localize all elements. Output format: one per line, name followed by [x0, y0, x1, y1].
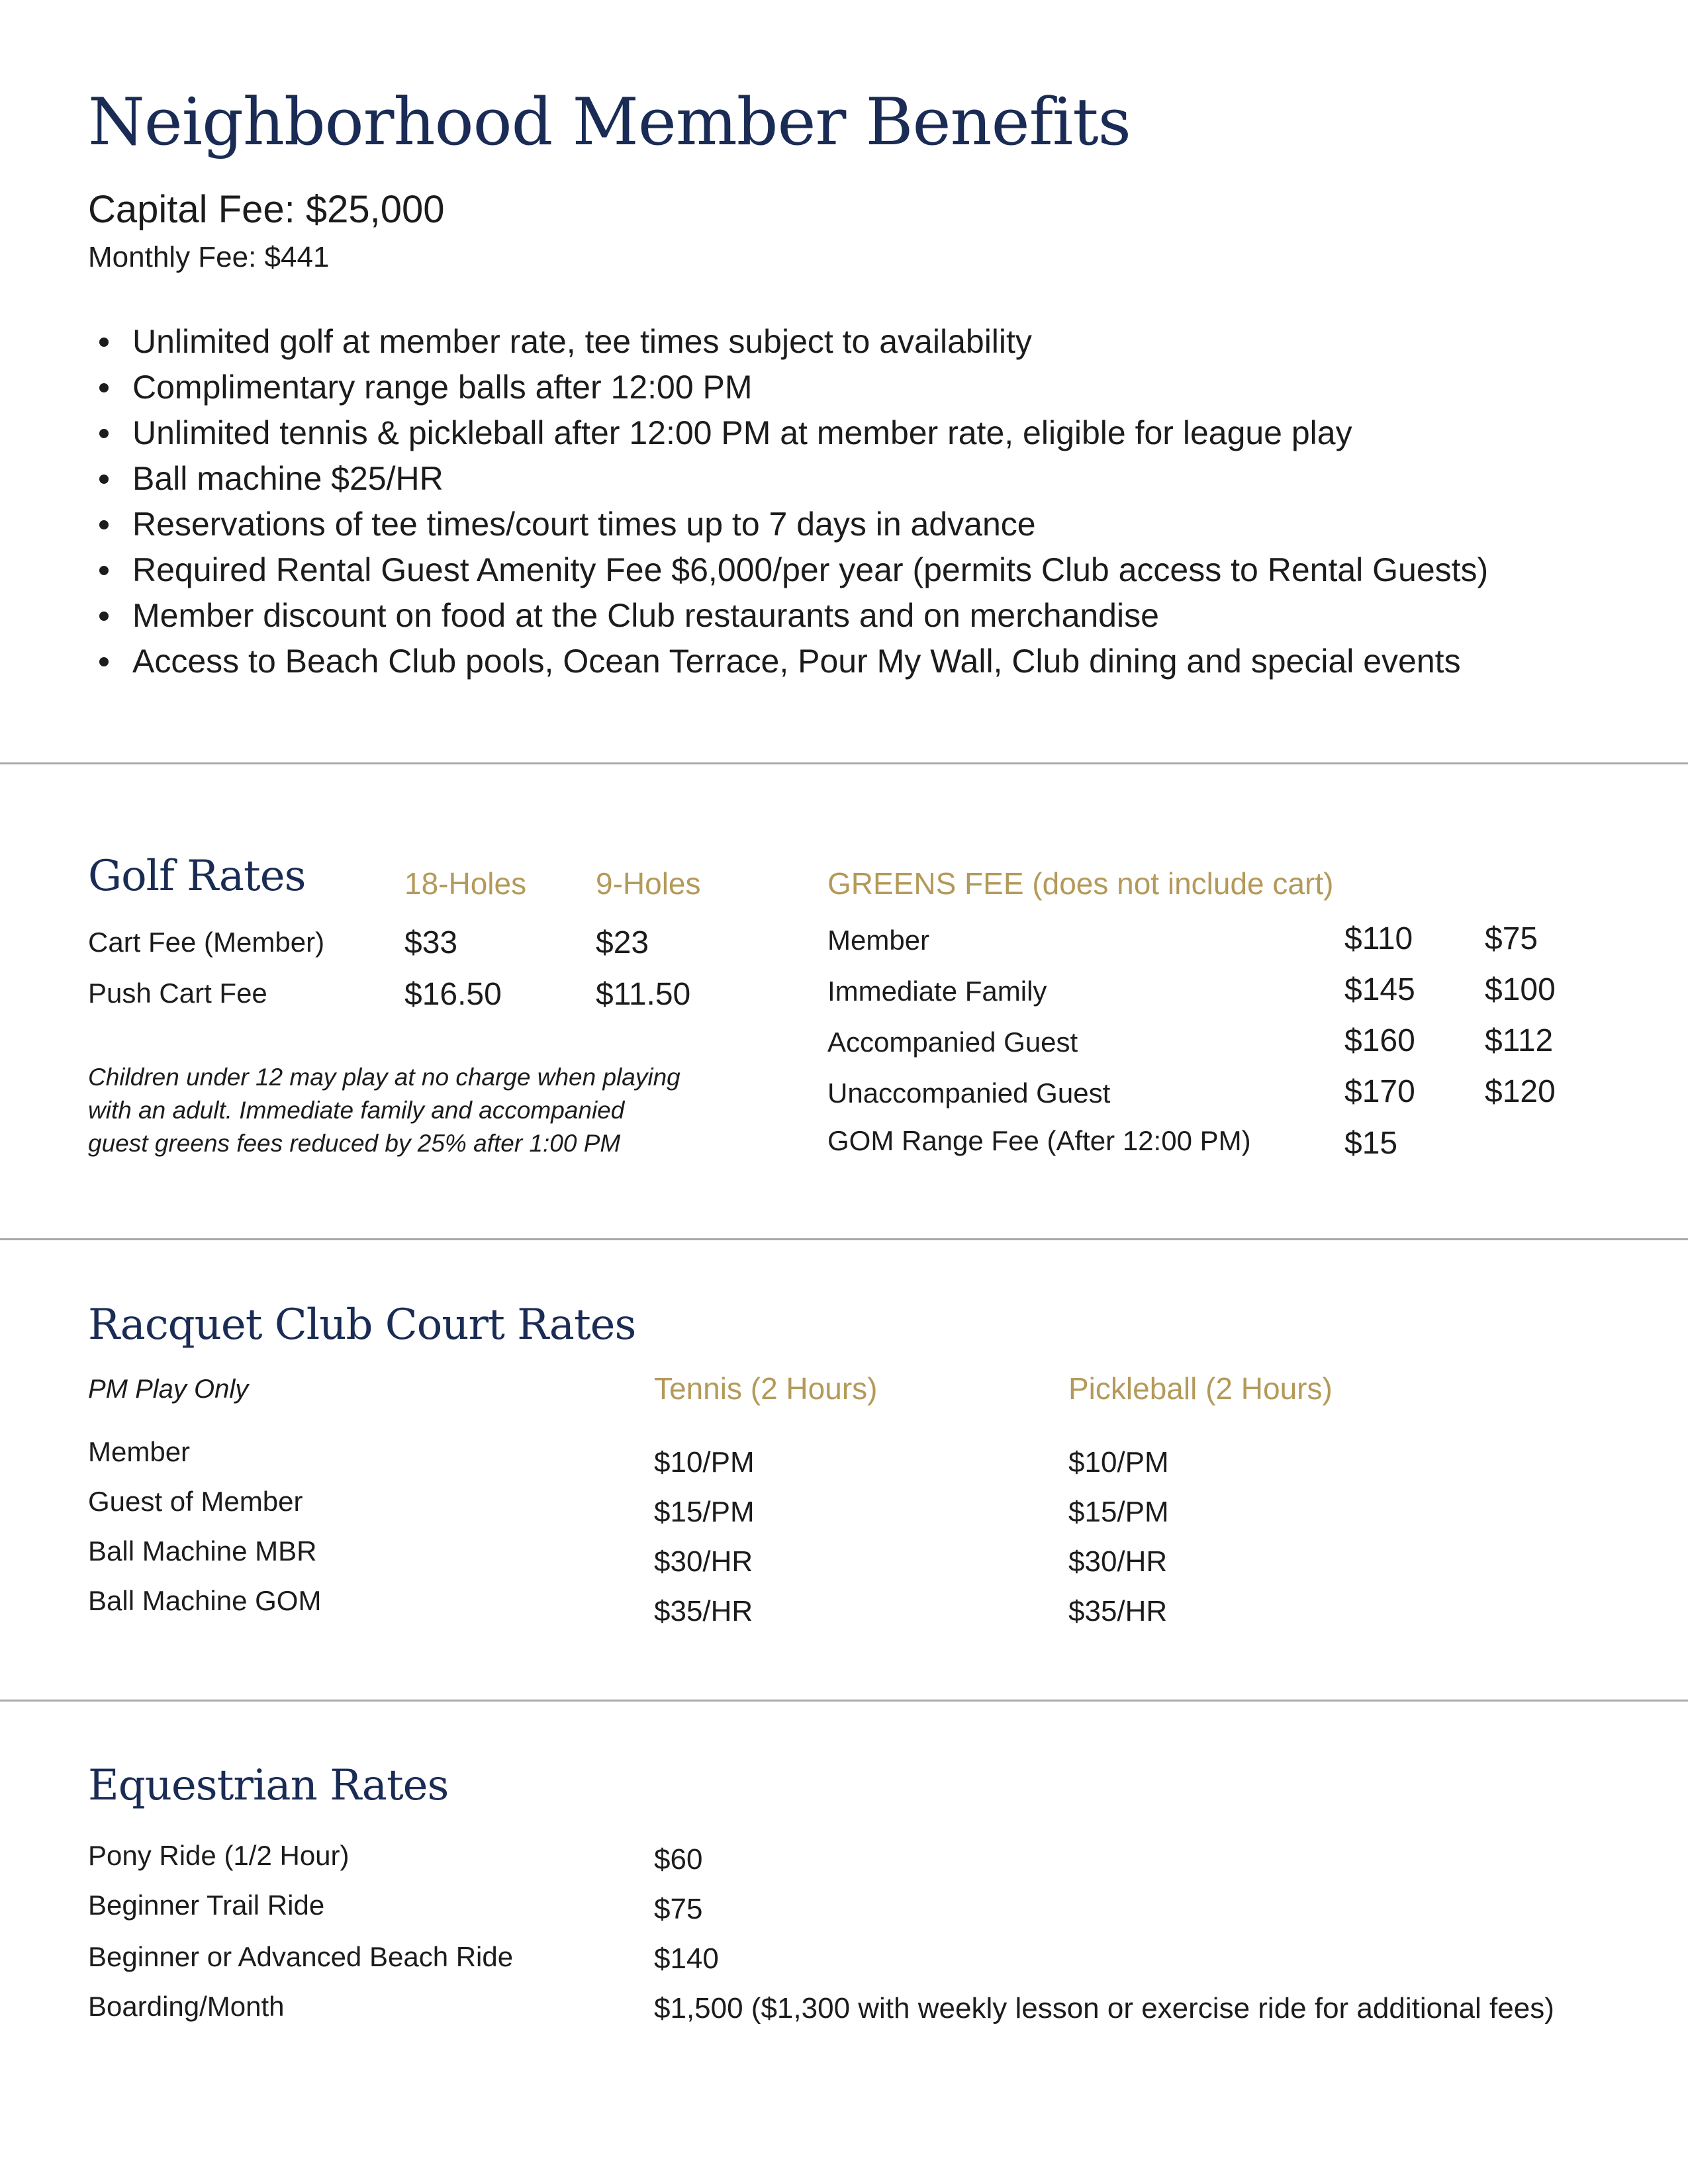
benefit-text: Ball machine $25/HR	[132, 460, 444, 497]
golf-col-18-holes: 18-Holes	[404, 866, 527, 901]
tennis-rate: $15/PM	[654, 1496, 755, 1528]
bullet-icon	[99, 383, 109, 392]
golf-row-18-value: $16.50	[404, 977, 502, 1012]
tennis-rate: $30/HR	[654, 1545, 753, 1578]
benefit-text: Member discount on food at the Club restaurants and on merchandise	[132, 597, 1159, 634]
racquet-row-label: Ball Machine MBR	[88, 1535, 317, 1567]
benefit-text: Complimentary range balls after 12:00 PM	[132, 369, 753, 406]
benefit-item	[99, 593, 1622, 639]
monthly-fee: Monthly Fee: $441	[88, 241, 330, 273]
golf-row-9-value: $11.50	[596, 977, 691, 1012]
equestrian-price: $60	[654, 1843, 703, 1876]
equestrian-price: $1,500 ($1,300 with weekly lesson or exercise ride for additional fees)	[654, 1992, 1554, 2025]
benefit-item	[99, 639, 1622, 684]
racquet-rates-title: Racquet Club Court Rates	[88, 1300, 636, 1349]
benefit-text: Unlimited golf at member rate, tee times subject to availability	[132, 323, 1032, 360]
section-divider	[0, 1238, 1688, 1240]
golf-rates-title: Golf Rates	[88, 852, 306, 901]
pickleball-rate: $10/PM	[1068, 1446, 1169, 1479]
bullet-icon	[99, 338, 109, 347]
bullet-icon	[99, 657, 109, 666]
benefit-item	[99, 502, 1622, 547]
benefit-text: Access to Beach Club pools, Ocean Terrace, Pour My Wall, Club dining and special events	[132, 643, 1461, 680]
page-title: Neighborhood Member Benefits	[88, 85, 1131, 160]
equestrian-row-label: Pony Ride (1/2 Hour)	[88, 1840, 350, 1871]
equestrian-price: $75	[654, 1893, 703, 1925]
equestrian-row-label: Beginner or Advanced Beach Ride	[88, 1941, 514, 1972]
greens-fee-9-value: $112	[1485, 1023, 1554, 1058]
equestrian-price: $140	[654, 1942, 719, 1975]
golf-col-9-holes: 9-Holes	[596, 866, 701, 901]
greens-fee-9-value: $100	[1485, 972, 1556, 1007]
tennis-col-header: Tennis (2 Hours)	[654, 1371, 878, 1406]
greens-fee-9-value: $120	[1485, 1074, 1556, 1109]
section-divider	[0, 762, 1688, 764]
golf-row-label: Push Cart Fee	[88, 978, 267, 1009]
benefit-item	[99, 547, 1622, 593]
tennis-rate: $10/PM	[654, 1446, 755, 1479]
golf-note-line: Children under 12 may play at no charge when playing	[88, 1064, 680, 1091]
greens-fee-18-value: $110	[1344, 921, 1413, 956]
bullet-icon	[99, 612, 109, 621]
golf-note	[88, 1061, 680, 1160]
bullet-icon	[99, 475, 109, 484]
benefit-item	[99, 365, 1622, 410]
greens-fee-18-value: $145	[1344, 972, 1415, 1007]
greens-fee-label: Member	[827, 925, 930, 956]
golf-note-line: with an adult. Immediate family and accompanied	[88, 1097, 625, 1124]
pickleball-rate: $35/HR	[1068, 1595, 1168, 1627]
greens-fee-label: Accompanied Guest	[827, 1026, 1078, 1058]
greens-fee-label: GOM Range Fee (After 12:00 PM)	[827, 1125, 1251, 1156]
benefit-item	[99, 410, 1622, 456]
benefits-list	[99, 319, 1622, 684]
benefit-text: Reservations of tee times/court times up to 7 days in advance	[132, 506, 1036, 543]
pickleball-rate: $30/HR	[1068, 1545, 1168, 1578]
bullet-icon	[99, 566, 109, 575]
golf-note-line: guest greens fees reduced by 25% after 1:00 PM	[88, 1130, 621, 1157]
golf-row-18-value: $33	[404, 925, 458, 960]
section-divider	[0, 1700, 1688, 1702]
pickleball-col-header: Pickleball (2 Hours)	[1068, 1371, 1333, 1406]
racquet-row-label: Ball Machine GOM	[88, 1585, 322, 1616]
tennis-rate: $35/HR	[654, 1595, 753, 1627]
greens-fee-18-value: $170	[1344, 1074, 1415, 1109]
pm-play-only-label: PM Play Only	[88, 1375, 249, 1404]
equestrian-rates-title: Equestrian Rates	[88, 1761, 449, 1810]
golf-row-label: Cart Fee (Member)	[88, 927, 325, 958]
bullet-icon	[99, 429, 109, 438]
racquet-row-label: Member	[88, 1436, 191, 1467]
greens-fee-label: Immediate Family	[827, 976, 1047, 1007]
benefit-text: Required Rental Guest Amenity Fee $6,000/per year (permits Club access to Rental Guests)	[132, 551, 1489, 588]
equestrian-row-label: Beginner Trail Ride	[88, 1889, 325, 1921]
greens-fee-9-value: $75	[1485, 921, 1538, 956]
benefit-item	[99, 456, 1622, 502]
greens-fee-header: GREENS FEE (does not include cart)	[827, 866, 1334, 901]
pickleball-rate: $15/PM	[1068, 1496, 1169, 1528]
greens-fee-label: Unaccompanied Guest	[827, 1077, 1111, 1109]
greens-fee-18-value: $15	[1344, 1126, 1398, 1161]
benefit-text: Unlimited tennis & pickleball after 12:00 PM at member rate, eligible for league play	[132, 414, 1352, 451]
racquet-row-label: Guest of Member	[88, 1486, 303, 1517]
golf-row-9-value: $23	[596, 925, 649, 960]
capital-fee: Capital Fee: $25,000	[88, 188, 445, 231]
benefit-item	[99, 319, 1622, 365]
bullet-icon	[99, 520, 109, 529]
equestrian-row-label: Boarding/Month	[88, 1991, 285, 2022]
greens-fee-18-value: $160	[1344, 1023, 1415, 1058]
